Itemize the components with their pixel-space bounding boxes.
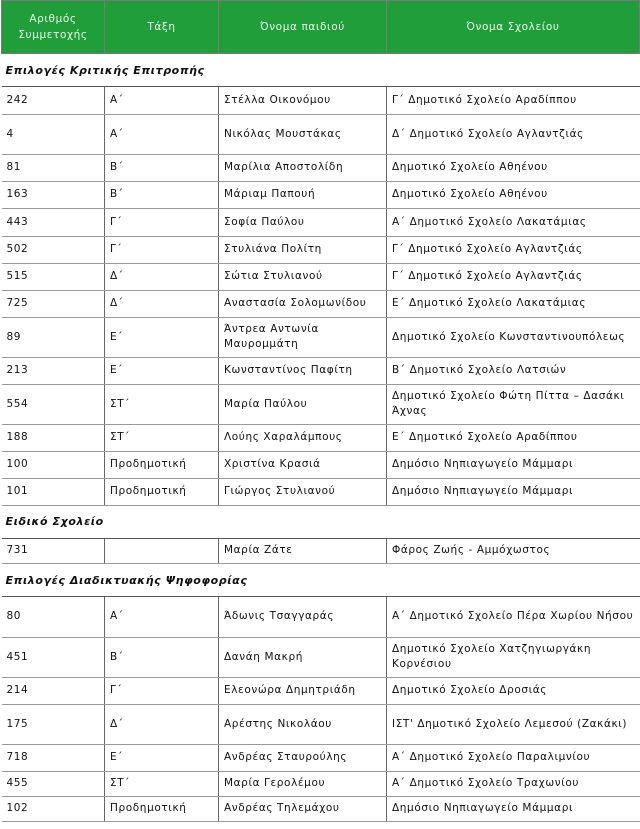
entry-number-cell: 213 <box>2 357 105 384</box>
grade-cell: Προδημοτική <box>105 796 219 821</box>
entry-number-cell: 4 <box>2 114 105 154</box>
participants-table <box>1 0 640 822</box>
section-spacer <box>2 530 640 539</box>
grade-cell: Γ΄ <box>105 208 219 236</box>
section-spacer <box>2 564 640 573</box>
header-school-name: Όνομα Σχολείου <box>387 1 640 54</box>
grade-cell: Α΄ <box>105 114 219 154</box>
child-name-cell: Στέλλα Οικονόμου <box>219 87 387 114</box>
child-name-cell: Δανάη Μακρή <box>219 637 387 677</box>
child-name-cell: Μαρία Ζάτε <box>219 539 387 564</box>
entry-number-cell: 89 <box>2 317 105 357</box>
child-name-cell: Αρέστης Νικολάου <box>219 704 387 744</box>
entry-number-cell: 214 <box>2 677 105 704</box>
child-name-cell: Σοφία Παύλου <box>219 208 387 236</box>
entry-number-cell: 81 <box>2 154 105 181</box>
section-title: Επιλογές Κριτικής Επιτροπής <box>5 63 205 77</box>
spacer-cell <box>2 78 640 87</box>
grade-cell: Προδημοτική <box>105 478 219 505</box>
school-name-cell: Α΄ Δημοτικό Σχολείο Πέρα Χωρίου Νήσου <box>387 597 640 637</box>
school-name-cell: ΙΣΤ' Δημοτικό Σχολείο Λεμεσού (Ζακάκι) <box>387 704 640 744</box>
grade-cell: Γ΄ <box>105 236 219 263</box>
table-row <box>2 317 640 357</box>
section-title: Ειδικό Σχολείο <box>5 515 104 528</box>
spacer-cell <box>2 588 640 597</box>
entry-number-cell: 515 <box>2 263 105 290</box>
table-row <box>2 114 640 154</box>
child-name-cell: Σώτια Στυλιανού <box>219 263 387 290</box>
header-child-name: Όνομα παιδιού <box>219 1 387 54</box>
section-title-row <box>2 62 640 78</box>
table-row <box>2 704 640 744</box>
entry-number-cell: 188 <box>2 424 105 451</box>
header-entry-number: Αριθμός Συμμετοχής <box>2 1 105 54</box>
spacer-cell <box>2 564 640 573</box>
child-name-cell: Μάριαμ Παπουή <box>219 181 387 208</box>
grade-cell: Δ΄ <box>105 704 219 744</box>
school-name-cell: Δημόσιο Νηπιαγωγείο Μάμμαρι <box>387 478 640 505</box>
school-name-cell: Γ΄ Δημοτικό Σχολείο Αραδίππου <box>387 87 640 114</box>
table-row <box>2 539 640 564</box>
school-name-cell: Β΄ Δημοτικό Σχολείο Λατσιών <box>387 357 640 384</box>
entry-number-cell: 502 <box>2 236 105 263</box>
child-name-cell: Νικόλας Μουστάκας <box>219 114 387 154</box>
school-name-cell: Δημοτικό Σχολείο Κωνσταντινουπόλεως <box>387 317 640 357</box>
entry-number-cell: 175 <box>2 704 105 744</box>
entry-number-cell: 455 <box>2 771 105 796</box>
grade-cell: Γ΄ <box>105 677 219 704</box>
grade-cell: Α΄ <box>105 597 219 637</box>
table-row <box>2 181 640 208</box>
table-row <box>2 796 640 821</box>
table-body <box>2 54 640 822</box>
grade-cell: Β΄ <box>105 154 219 181</box>
table-row <box>2 236 640 263</box>
section-title: Επιλογές Διαδικτυακής Ψηφοφορίας <box>5 573 248 587</box>
table-row <box>2 357 640 384</box>
grade-cell: Α΄ <box>105 87 219 114</box>
child-name-cell: Χριστίνα Κρασιά <box>219 451 387 478</box>
child-name-cell: Άντρεα Αντωνία Μαυρομμάτη <box>219 317 387 357</box>
entry-number-cell: 101 <box>2 478 105 505</box>
table-row <box>2 384 640 424</box>
child-name-cell: Κωνσταντίνος Παφίτη <box>219 357 387 384</box>
table-row <box>2 263 640 290</box>
grade-cell: Β΄ <box>105 637 219 677</box>
school-name-cell: Α΄ Δημοτικό Σχολείο Λακατάμιας <box>387 208 640 236</box>
grade-cell: Ε΄ <box>105 357 219 384</box>
spacer-cell <box>2 505 640 514</box>
grade-cell: Ε΄ <box>105 317 219 357</box>
table-row <box>2 744 640 771</box>
school-name-cell: Α΄ Δημοτικό Σχολείο Τραχωνίου <box>387 771 640 796</box>
grade-cell: ΣΤ΄ <box>105 424 219 451</box>
entry-number-cell: 725 <box>2 290 105 317</box>
table-row <box>2 597 640 637</box>
table-row <box>2 637 640 677</box>
table-row <box>2 208 640 236</box>
school-name-cell: Φάρος Ζωής - Αμμόχωστος <box>387 539 640 564</box>
school-name-cell: Δημοτικό Σχολείο Αθηένου <box>387 181 640 208</box>
section-spacer <box>2 505 640 514</box>
grade-cell: Προδημοτική <box>105 451 219 478</box>
entry-number-cell: 102 <box>2 796 105 821</box>
section-title-row <box>2 572 640 588</box>
child-name-cell: Στυλιάνα Πολίτη <box>219 236 387 263</box>
section-spacer <box>2 78 640 87</box>
school-name-cell: Ε΄ Δημοτικό Σχολείο Λακατάμιας <box>387 290 640 317</box>
entry-number-cell: 100 <box>2 451 105 478</box>
table-row <box>2 451 640 478</box>
child-name-cell: Λούης Χαραλάμπους <box>219 424 387 451</box>
school-name-cell: Δημοτικό Σχολείο Φώτη Πίττα – Δασάκι Άχνας <box>387 384 640 424</box>
table-row <box>2 87 640 114</box>
entry-number-cell: 718 <box>2 744 105 771</box>
grade-cell: Δ΄ <box>105 290 219 317</box>
grade-cell <box>105 539 219 564</box>
header-grade: Τάξη <box>105 1 219 54</box>
school-name-cell: Δημόσιο Νηπιαγωγείο Μάμμαρι <box>387 451 640 478</box>
school-name-cell: Δ΄ Δημοτικό Σχολείο Αγλαντζιάς <box>387 114 640 154</box>
entry-number-cell: 451 <box>2 637 105 677</box>
entry-number-cell: 731 <box>2 539 105 564</box>
section-title-row <box>2 514 640 530</box>
table-row <box>2 290 640 317</box>
child-name-cell: Γιώργος Στυλιανού <box>219 478 387 505</box>
entry-number-cell: 80 <box>2 597 105 637</box>
school-name-cell: Α΄ Δημοτικό Σχολείο Παραλιμνίου <box>387 744 640 771</box>
table-row <box>2 478 640 505</box>
child-name-cell: Ανδρέας Τηλεμάχου <box>219 796 387 821</box>
child-name-cell: Μαρίλια Αποστολίδη <box>219 154 387 181</box>
school-name-cell: Ε΄ Δημοτικό Σχολείο Αραδίππου <box>387 424 640 451</box>
grade-cell: ΣΤ΄ <box>105 384 219 424</box>
entry-number-cell: 242 <box>2 87 105 114</box>
spacer-cell <box>2 54 640 63</box>
school-name-cell: Γ΄ Δημοτικό Σχολείο Αγλαντζιάς <box>387 236 640 263</box>
grade-cell: ΣΤ΄ <box>105 771 219 796</box>
child-name-cell: Αναστασία Σολομωνίδου <box>219 290 387 317</box>
grade-cell: Δ΄ <box>105 263 219 290</box>
table-row <box>2 154 640 181</box>
table-row <box>2 677 640 704</box>
table-row <box>2 424 640 451</box>
child-name-cell: Μαρία Παύλου <box>219 384 387 424</box>
school-name-cell: Δημοτικό Σχολείο Δροσιάς <box>387 677 640 704</box>
section-spacer <box>2 588 640 597</box>
grade-cell: Β΄ <box>105 181 219 208</box>
entry-number-cell: 554 <box>2 384 105 424</box>
child-name-cell: Ανδρέας Σταυρούλης <box>219 744 387 771</box>
table-header-row <box>2 1 640 54</box>
school-name-cell: Δημοτικό Σχολείο Αθηένου <box>387 154 640 181</box>
entry-number-cell: 443 <box>2 208 105 236</box>
grade-cell: Ε΄ <box>105 744 219 771</box>
child-name-cell: Άδωνις Τσαγγαράς <box>219 597 387 637</box>
entry-number-cell: 163 <box>2 181 105 208</box>
school-name-cell: Δημόσιο Νηπιαγωγείο Μάμμαρι <box>387 796 640 821</box>
school-name-cell: Γ΄ Δημοτικό Σχολείο Αγλαντζιάς <box>387 263 640 290</box>
spacer-cell <box>2 530 640 539</box>
school-name-cell: Δημοτικό Σχολείο Χατζηγιωργάκη Κορνέσιου <box>387 637 640 677</box>
child-name-cell: Μαρία Γερολέμου <box>219 771 387 796</box>
child-name-cell: Ελεονώρα Δημητριάδη <box>219 677 387 704</box>
table-row <box>2 771 640 796</box>
section-spacer <box>2 54 640 63</box>
